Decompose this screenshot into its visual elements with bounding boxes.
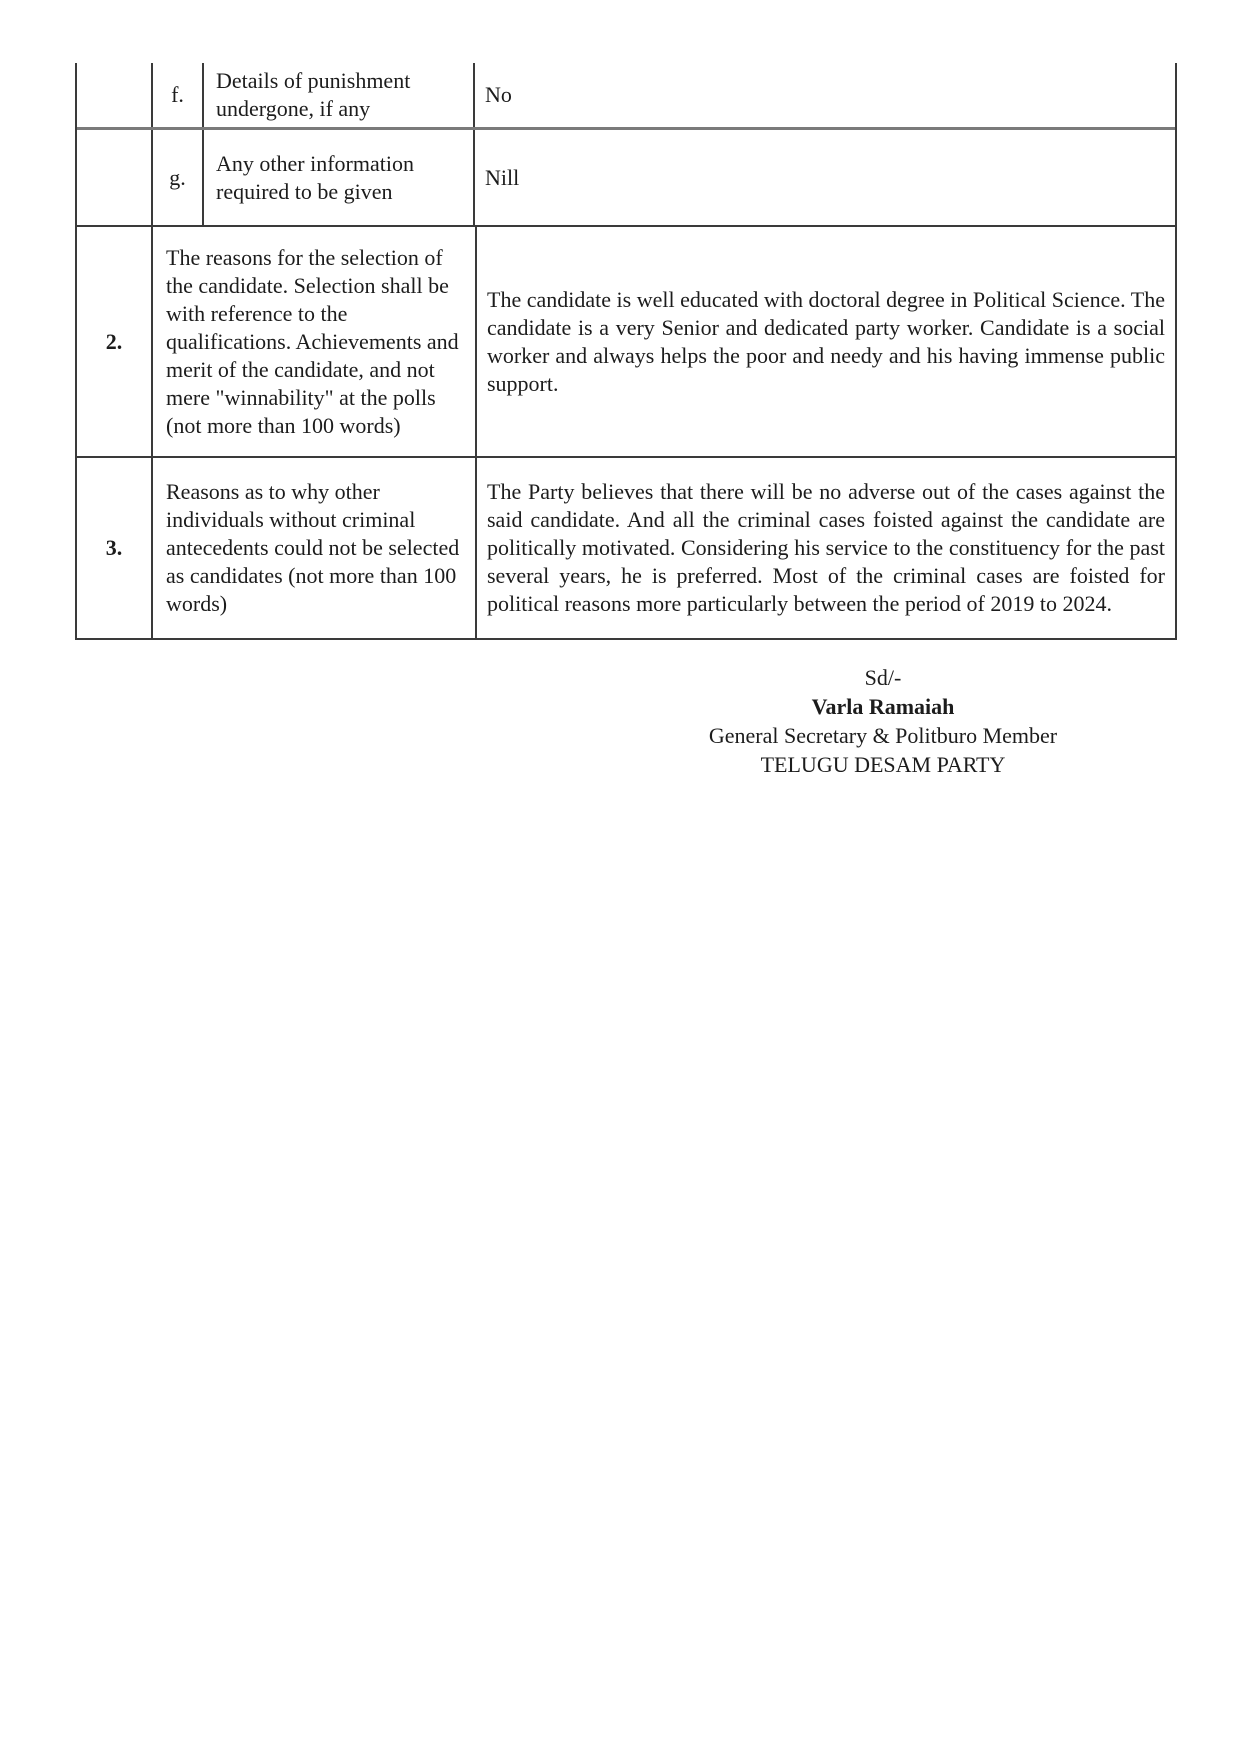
signature-block: [533, 663, 1233, 779]
serial-number: 3.: [105, 535, 123, 560]
letter-cell: [153, 130, 204, 225]
serial-cell: [77, 458, 153, 638]
description-text: Details of punishment undergone, if any: [216, 68, 411, 121]
serial-cell: [77, 227, 153, 456]
signatory-party: TELUGU DESAM PARTY: [760, 752, 1006, 777]
serial-cell: [77, 130, 153, 225]
letter-label: g.: [169, 164, 186, 190]
description-text: Reasons as to why other individuals without criminal antecedents could not be selected as candidates (not more than 100 words): [166, 479, 460, 616]
signatory-title: General Secretary & Politburo Member: [708, 723, 1058, 748]
value-text: Nill: [485, 164, 520, 190]
value-text: The Party believes that there will be no adverse out of the cases against the said candidate. And all the criminal cases foisted against the candidate are politically motivated. Considering his service to the constituency for the past several years, he is preferred. Most of the criminal cases are foisted for political reasons more particularly between the period of 2019 to 2024.: [487, 479, 1165, 616]
description-cell: [153, 458, 477, 638]
signatory-sd: Sd/-: [864, 665, 902, 690]
details-table: [75, 63, 1177, 640]
table-row: [77, 458, 1175, 638]
signatory-name: Varla Ramaiah: [811, 694, 955, 719]
value-cell: [477, 458, 1175, 638]
value-cell: [475, 63, 1175, 127]
description-cell: [153, 227, 477, 456]
serial-number: 2.: [105, 328, 123, 354]
table-row: [77, 227, 1175, 458]
serial-cell: [77, 63, 153, 127]
value-cell: [475, 130, 1175, 225]
letter-label: f.: [171, 82, 184, 107]
description-cell: [204, 130, 475, 225]
letter-cell: [153, 63, 204, 127]
table-row: [77, 63, 1175, 130]
description-text: Any other information required to be given: [216, 150, 414, 204]
description-cell: [204, 63, 475, 127]
description-text: The reasons for the selection of the candidate. Selection shall be with reference to the qualifications. Achievements and merit of the candidate, and not mere "winnability" at the polls (not more than 100 words): [166, 244, 459, 438]
value-text: No: [485, 82, 512, 107]
value-cell: [477, 227, 1175, 456]
value-text: The candidate is well educated with doctoral degree in Political Science. The candidate is a very Senior and dedicated party worker. Candidate is a social worker and always helps the poor and needy and his having immense public support.: [487, 286, 1165, 396]
table-row: [77, 130, 1175, 227]
